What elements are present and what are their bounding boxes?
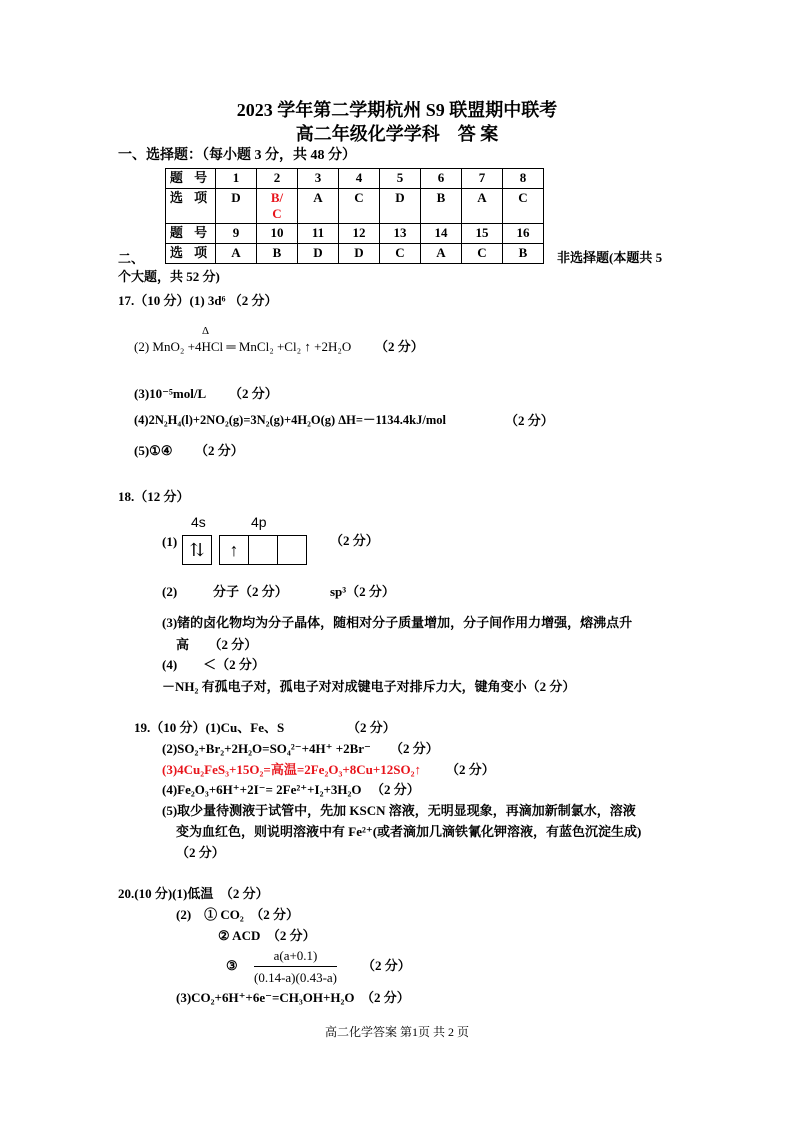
fraction-denominator: (0.14-a)(0.43-a) [254,970,338,985]
answer: D [298,244,339,264]
q18-part1-score: （2 分） [330,533,379,548]
answer: A [298,189,339,224]
q18-part4: (4) ＜（2 分） [162,657,265,672]
q20-part2-1: (2) ① CO₂ （2 分） [176,907,300,922]
q19-part2: (2)SO₂+Br₂+2H₂O=SO₄²⁻+4H⁺ +2Br⁻ [162,741,371,756]
header-label: 题 号 [166,169,216,189]
q19-part2-score: （2 分） [390,741,439,756]
q17-part2-score: （2 分） [375,339,424,354]
label-4s: 4s [191,514,206,530]
answer-label: 选 项 [166,189,216,224]
table-row [166,169,544,189]
answer-label: 选 项 [166,244,216,264]
q19-part4-score: （2 分） [371,782,420,797]
orbital-box [249,536,278,564]
q20-part3: (3)CO₂+6H⁺+6e⁻=CH₃OH+H₂O （2 分） [176,990,410,1005]
q18-part2: (2) [162,584,178,599]
section-2-prefix: 二、 [118,251,145,266]
q17-part3: (3)10⁻⁵mol/L [134,386,207,401]
q19-part5-line1: (5)取少量待测液于试管中，先加 KSCN 溶液，无明显现象，再滴加新制氯水，溶液 [162,803,636,818]
q-number: 1 [216,169,257,189]
q18-part2-b: sp³（2 分） [330,584,395,599]
q18-part3-cont: 高 （2 分） [176,637,258,652]
answer: B [257,244,298,264]
q18-part1: (1) [162,534,178,549]
page-footer: 高二化学答案 第1页 共 2 页 [324,1025,469,1039]
answer: A [421,244,462,264]
answer: C [503,189,544,224]
q19-heading: 19.（10 分）(1)Cu、Fe、S [134,720,285,735]
q18-part4-reason: －NH₂ 有孤电子对，孤电子对对成键电子对排斥力大，键角变小（2 分） [162,679,576,694]
orbital-4s [182,535,212,565]
q17-heading: 17.（10 分）(1) 3d⁶ （2 分） [118,293,278,308]
q20-part2-3-score: （2 分） [362,958,411,973]
q-number: 5 [380,169,421,189]
q20-part2-3: ③ [226,958,238,973]
orbital-box [278,536,306,564]
header-label: 题 号 [166,224,216,244]
answer: A [462,189,503,224]
q-number: 12 [339,224,380,244]
q-number: 16 [503,224,544,244]
q-number: 15 [462,224,503,244]
answer: C [380,244,421,264]
q17-part5: (5)①④ [134,443,173,458]
orbital-box: ⇅ [189,540,205,560]
section-2-heading-cont: 个大题，共 52 分) [118,269,220,284]
table-row [166,189,544,224]
q18-part2-a: 分子（2 分） [213,584,288,599]
answer: D [216,189,257,224]
q20-heading: 20.(10 分)(1)低温 （2 分） [118,886,269,901]
q-number: 7 [462,169,503,189]
orbital-box: ↑ [220,536,249,564]
answer: B [503,244,544,264]
q20-part2-2: ② ACD （2 分） [218,928,316,943]
q-number: 8 [503,169,544,189]
q-number: 2 [257,169,298,189]
q-number: 11 [298,224,339,244]
answer: C [339,189,380,224]
section-2-heading: 非选择题(本题共 5 [557,250,663,265]
equilibrium-constant-fraction [254,948,337,986]
q19-part3-score: （2 分） [446,762,495,777]
answer: A [216,244,257,264]
q18-part3: (3)锗的卤化物均为分子晶体，随相对分子质量增加，分子间作用力增强，熔沸点升 [162,615,633,630]
label-4p: 4p [251,514,267,530]
page-subtitle: 高二年级化学学科 答 案 [295,124,499,144]
q19-heading-score: （2 分） [347,720,396,735]
answer: D [380,189,421,224]
q17-part2: (2) MnO₂ +4HCl ═ MnCl₂ +Cl₂ ↑ +2H₂O [134,339,352,354]
q19-part5-line2: 变为血红色，则说明溶液中有 Fe²⁺(或者滴加几滴铁氰化钾溶液，有蓝色沉淀生成) [176,824,642,839]
q19-part3-highlighted: (3)4Cu₂FeS₃+15O₂=高温=2Fe₂O₃+8Cu+12SO₂↑ [162,762,422,777]
table-row [166,244,544,264]
q-number: 3 [298,169,339,189]
table-row [166,224,544,244]
q-number: 10 [257,224,298,244]
fraction-numerator: a(a+0.1) [254,948,337,967]
q17-part4: (4)2N₂H₄(l)+2NO₂(g)=3N₂(g)+4H₂O(g) ΔH=－1134.4kJ/mol [134,413,446,427]
q17-part5-score: （2 分） [195,443,244,458]
orbital-4p [219,535,307,565]
delta-symbol: Δ [202,325,210,337]
q19-part4: (4)Fe₂O₃+6H⁺+2I⁻= 2Fe²⁺+I₂+3H₂O [162,782,362,797]
section-1-heading: 一、选择题：（每小题 3 分，共 48 分） [118,148,356,163]
multiple-choice-answer-table [165,168,544,264]
q-number: 6 [421,169,462,189]
answer: D [339,244,380,264]
q-number: 13 [380,224,421,244]
page-title: 2023 学年第二学期杭州 S9 联盟期中联考 [236,100,558,120]
q17-part3-score: （2 分） [229,386,278,401]
q-number: 14 [421,224,462,244]
q18-heading: 18.（12 分） [118,489,190,504]
q-number: 4 [339,169,380,189]
answer: C [462,244,503,264]
q19-part5-score: （2 分） [176,845,225,860]
answer-highlighted: B/C [257,189,298,224]
answer: B [421,189,462,224]
q17-part4-score: （2 分） [505,413,554,428]
q-number: 9 [216,224,257,244]
